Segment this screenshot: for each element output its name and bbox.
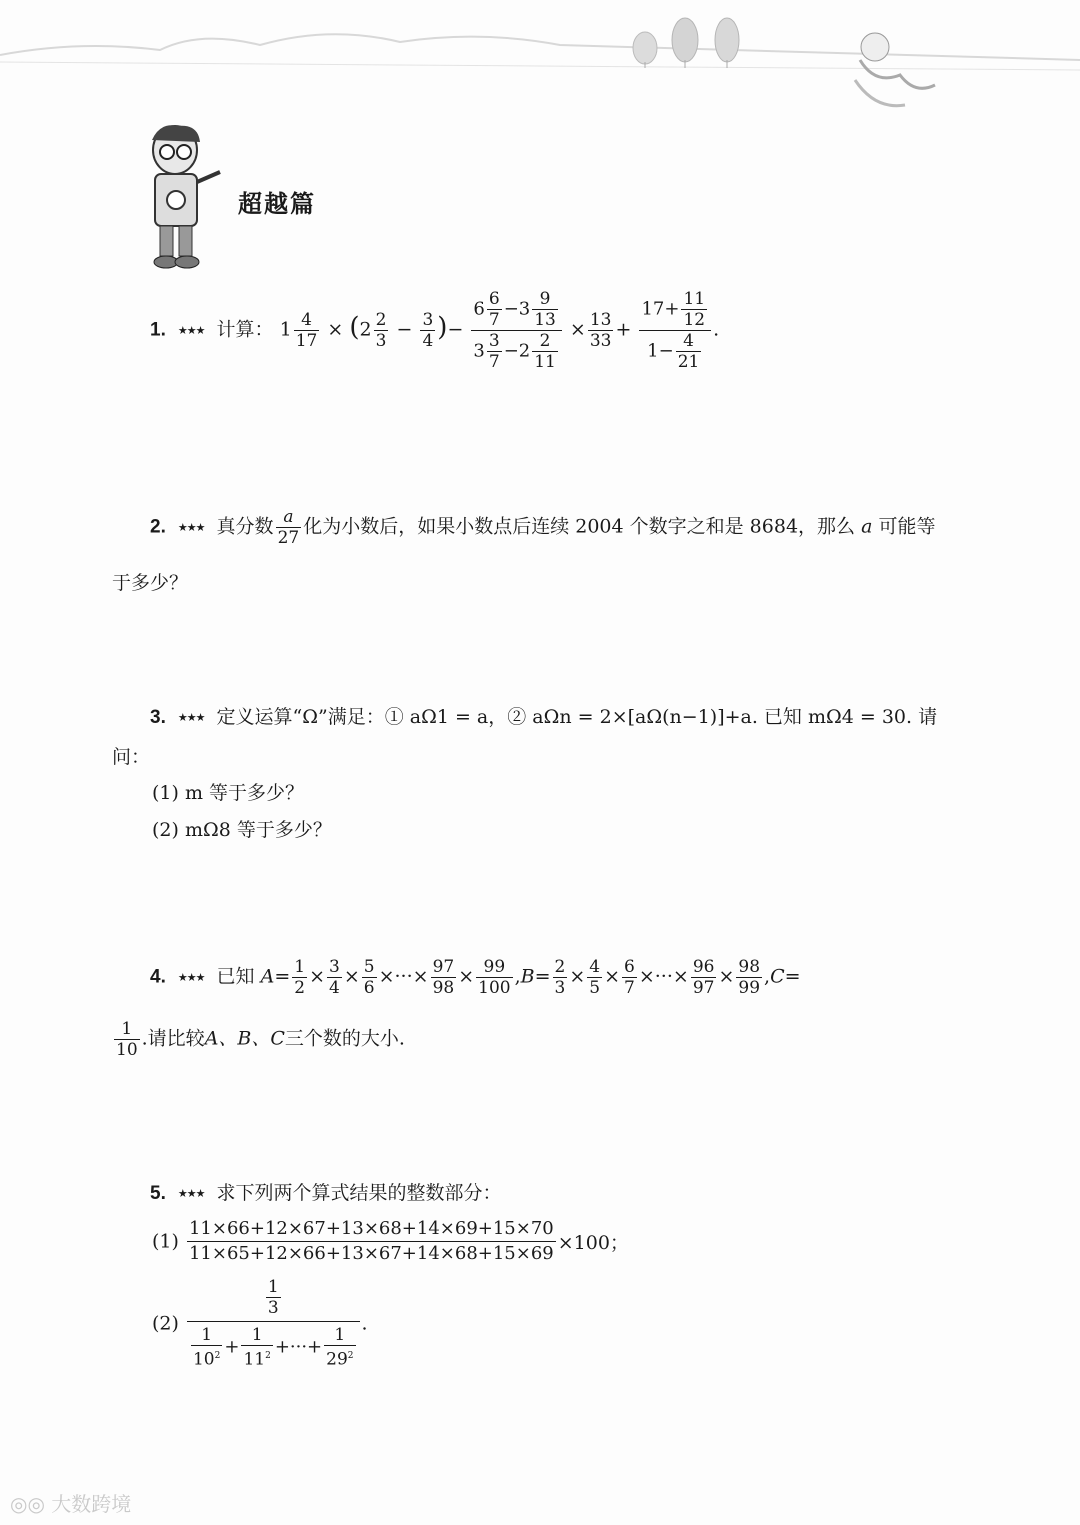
- fraction: $\frac{3}{4}$: [329, 957, 340, 998]
- operator: +: [615, 318, 632, 341]
- fraction: $\frac{2}{3}$: [554, 957, 566, 998]
- problem-text: ×100；: [557, 1232, 629, 1254]
- difficulty-stars-icon: ★★★: [177, 711, 205, 724]
- header-decoration: [0, 0, 1080, 130]
- cartoon-boy-icon: [855, 33, 935, 106]
- difficulty-stars-icon: ★★★: [177, 520, 205, 534]
- problem-5-sub-2: [152, 1278, 368, 1369]
- problem-text: 化为小数后，如果小数点后连续 2004 个数字之和是 8684，那么: [303, 515, 856, 538]
- problem-number: 2.: [150, 516, 166, 538]
- fraction: $\frac{11\times 66+12\times 67+13\times 68+14\times 69+15\times 70}{11\times 65+12\times 66+13\times 67+14\times 68+15\times 69}$: [188, 1218, 554, 1264]
- problem-label: 计算：: [216, 318, 274, 341]
- problem-1: [150, 290, 719, 371]
- problem-2: [150, 508, 935, 547]
- fraction: $\frac{4}{17}$: [295, 310, 318, 351]
- variable: a: [861, 515, 873, 538]
- fraction: $\frac{3}{4}$: [422, 310, 434, 351]
- difficulty-stars-icon: ★★★: [177, 1187, 205, 1200]
- operator: −: [396, 318, 413, 341]
- problem-4-line-2: [112, 1020, 405, 1059]
- complex-fraction: 17+ $\frac{11}{12}$ 1− $\frac{4}{21}$: [639, 290, 711, 371]
- fraction: $\frac{96}{97}$: [692, 957, 715, 998]
- difficulty-stars-icon: ★★★: [177, 323, 205, 337]
- sub-label: (2): [152, 1312, 179, 1335]
- tree-icon: [672, 18, 698, 62]
- operator: −: [447, 318, 464, 341]
- problem-3-sub-2: (2) mΩ8 等于多少？: [152, 819, 332, 841]
- problem-text: 求下列两个算式结果的整数部分：: [216, 1182, 502, 1204]
- tree-icon: [633, 32, 657, 64]
- problem-number: 3.: [150, 707, 166, 728]
- operator: =: [274, 965, 291, 988]
- variable: B: [520, 965, 535, 988]
- problem-number: 4.: [150, 966, 166, 988]
- problem-5: [150, 1184, 502, 1203]
- sub-label: (1): [152, 1230, 179, 1253]
- mascot-boy-icon: [130, 120, 230, 275]
- fraction: $\frac{1}{2}$: [294, 957, 306, 998]
- section-title: 超越篇: [238, 190, 316, 218]
- fraction: $\frac{4}{5}$: [589, 957, 601, 998]
- fraction: $\frac{5}{6}$: [363, 957, 375, 998]
- complex-fraction: 6 $\frac{6}{7}$ −3 $\frac{9}{13}$ 3 $\frac{3}{7}$ −2 $\frac{2}{11}$: [471, 290, 561, 371]
- tree-icon: [715, 18, 739, 62]
- operator: =: [534, 965, 551, 988]
- complex-fraction: $\frac{1}{3}$ $\frac{1}{10^2}$ + $\frac{1}{11^2}$ +···+ $\frac{1}{29^2}$: [187, 1278, 360, 1369]
- problem-text: 三个数的大小.: [284, 1027, 405, 1050]
- fraction: $\frac{2}{3}$: [375, 310, 387, 351]
- fraction: $\frac{a}{27}$: [277, 507, 300, 548]
- fraction: $\frac{97}{98}$: [432, 957, 455, 998]
- period: .: [713, 318, 720, 341]
- period: .: [361, 1312, 368, 1335]
- fraction: $\frac{98}{99}$: [738, 957, 761, 998]
- operator: ×: [569, 318, 586, 341]
- watermark-logo-icon: ◎◎: [10, 1492, 52, 1516]
- paren: (: [349, 312, 360, 343]
- operator: ×: [327, 318, 344, 341]
- problem-text: 可能等: [878, 515, 936, 538]
- problem-4: 4. ★★★ 已知 A= $\frac{1}{2}$ × $\frac{3}{4}$ × $\frac{5}{6}$ ×···× $\frac{97}{98}$ × $\frac{99}{100}$ ,B= $\frac{2}{3}$ × $\frac{4}{5}$ × $\frac{6}{7}$ ×···× $\frac{96}{97}$ × $\frac{98}{99}$ ,C=: [150, 957, 801, 998]
- problem-text: .请比较: [141, 1027, 205, 1050]
- ellipsis: ×···×: [638, 965, 689, 988]
- problem-text: 已知: [216, 965, 255, 988]
- fraction: $\frac{6}{7}$: [624, 957, 635, 998]
- variable: A: [260, 965, 275, 988]
- problem-3-line-2: 问：: [112, 746, 151, 768]
- problem-3: [150, 708, 937, 727]
- problem-5-sub-1: [152, 1218, 629, 1265]
- fraction: $\frac{13}{33}$: [589, 310, 612, 351]
- operator: =: [784, 965, 801, 988]
- problem-3-sub-1: (1) m 等于多少？: [152, 782, 305, 804]
- problem-text: 真分数: [216, 515, 274, 538]
- problem-number: 1.: [150, 319, 166, 341]
- whole-number: 1: [279, 318, 292, 341]
- difficulty-stars-icon: ★★★: [177, 970, 205, 984]
- paren: ): [437, 312, 448, 343]
- ellipsis: ×···×: [378, 965, 429, 988]
- problem-number: 5.: [150, 1183, 166, 1204]
- variable: C: [770, 965, 785, 988]
- fraction: $\frac{1}{10}$: [116, 1019, 138, 1060]
- fraction: $\frac{99}{100}$: [478, 957, 511, 998]
- whole-number: 2: [359, 318, 372, 341]
- variable-list: A、B、C: [204, 1027, 285, 1050]
- problem-2-line-2: 于多少？: [112, 572, 189, 594]
- problem-text: 定义运算“Ω”满足：① aΩ1 = a，② aΩn = 2×[aΩ(n−1)]+a. 已知 mΩ4 = 30. 请: [216, 706, 938, 728]
- watermark: ◎◎ 大数跨境: [10, 1492, 132, 1516]
